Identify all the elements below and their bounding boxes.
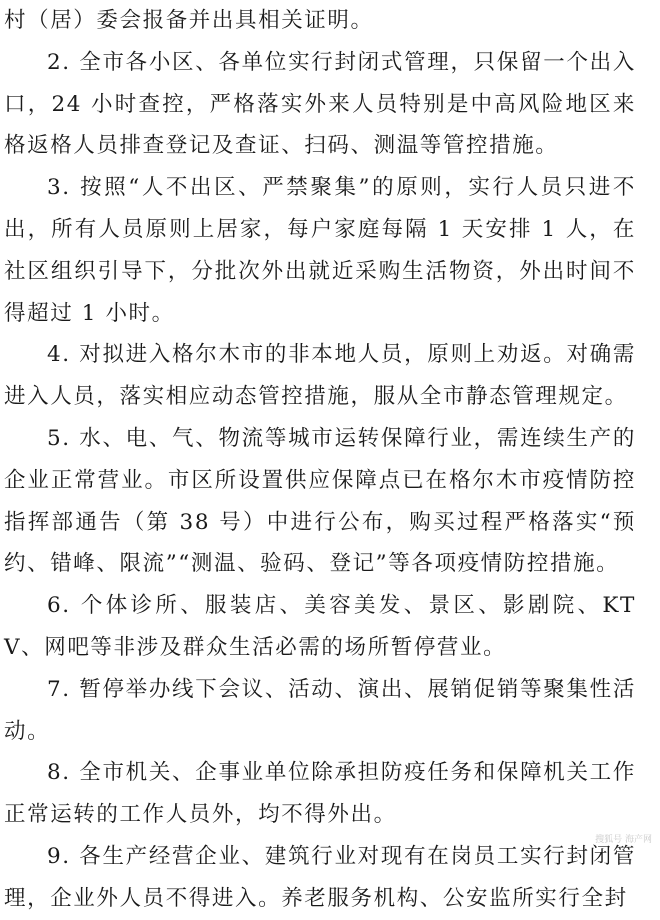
watermark: 搜狐号 海产网 (595, 835, 652, 845)
paragraph-item-9: 9. 各生产经营企业、建筑行业对现有在岗员工实行封闭管理，企业外人员不得进入。养老服务机构、公安监所实行全封 (4, 843, 636, 911)
paragraph-item-6: 6. 个体诊所、服装店、美容美发、景区、影剧院、KTV、网吧等非涉及群众生活必需的场所暂停营业。 (4, 593, 636, 660)
paragraph-item-3: 3. 按照“人不出区、严禁聚集”的原则，实行人员只进不出，所有人员原则上居家，每户家庭每隔 1 天安排 1 人，在社区组织引导下，分批次外出就近采购生活物资，外出时间不得超过 1 小时。 (4, 175, 636, 326)
paragraph-item-8: 8. 全市机关、企事业单位除承担防疫任务和保障机关工作正常运转的工作人员外，均不得外出。 (4, 760, 636, 828)
paragraph-item-7: 7. 暂停举办线下会议、活动、演出、展销促销等聚集性活动。 (4, 676, 636, 744)
paragraph-item-5: 5. 水、电、气、物流等城市运转保障行业，需连续生产的企业正常营业。市区所设置供应保障点已在格尔木市疫情防控指挥部通告（第 38 号）中进行公布，购买过程严格落实“预约、错峰、限流”“测温、验码、登记”等各项疫情防控措施。 (4, 425, 636, 577)
paragraph-continuation: 村（居）委会报备并出具相关证明。 (4, 8, 374, 33)
paragraph-item-4: 4. 对拟进入格尔木市的非本地人员，原则上劝返。对确需进入人员，落实相应动态管控措施，服从全市静态管理规定。 (4, 342, 636, 410)
paragraph-item-2: 2. 全市各小区、各单位实行封闭式管理，只保留一个出入口，24 小时查控，严格落实外来人员特别是中高风险地区来格返格人员排查登记及查证、扫码、测温等管控措施。 (4, 49, 636, 159)
